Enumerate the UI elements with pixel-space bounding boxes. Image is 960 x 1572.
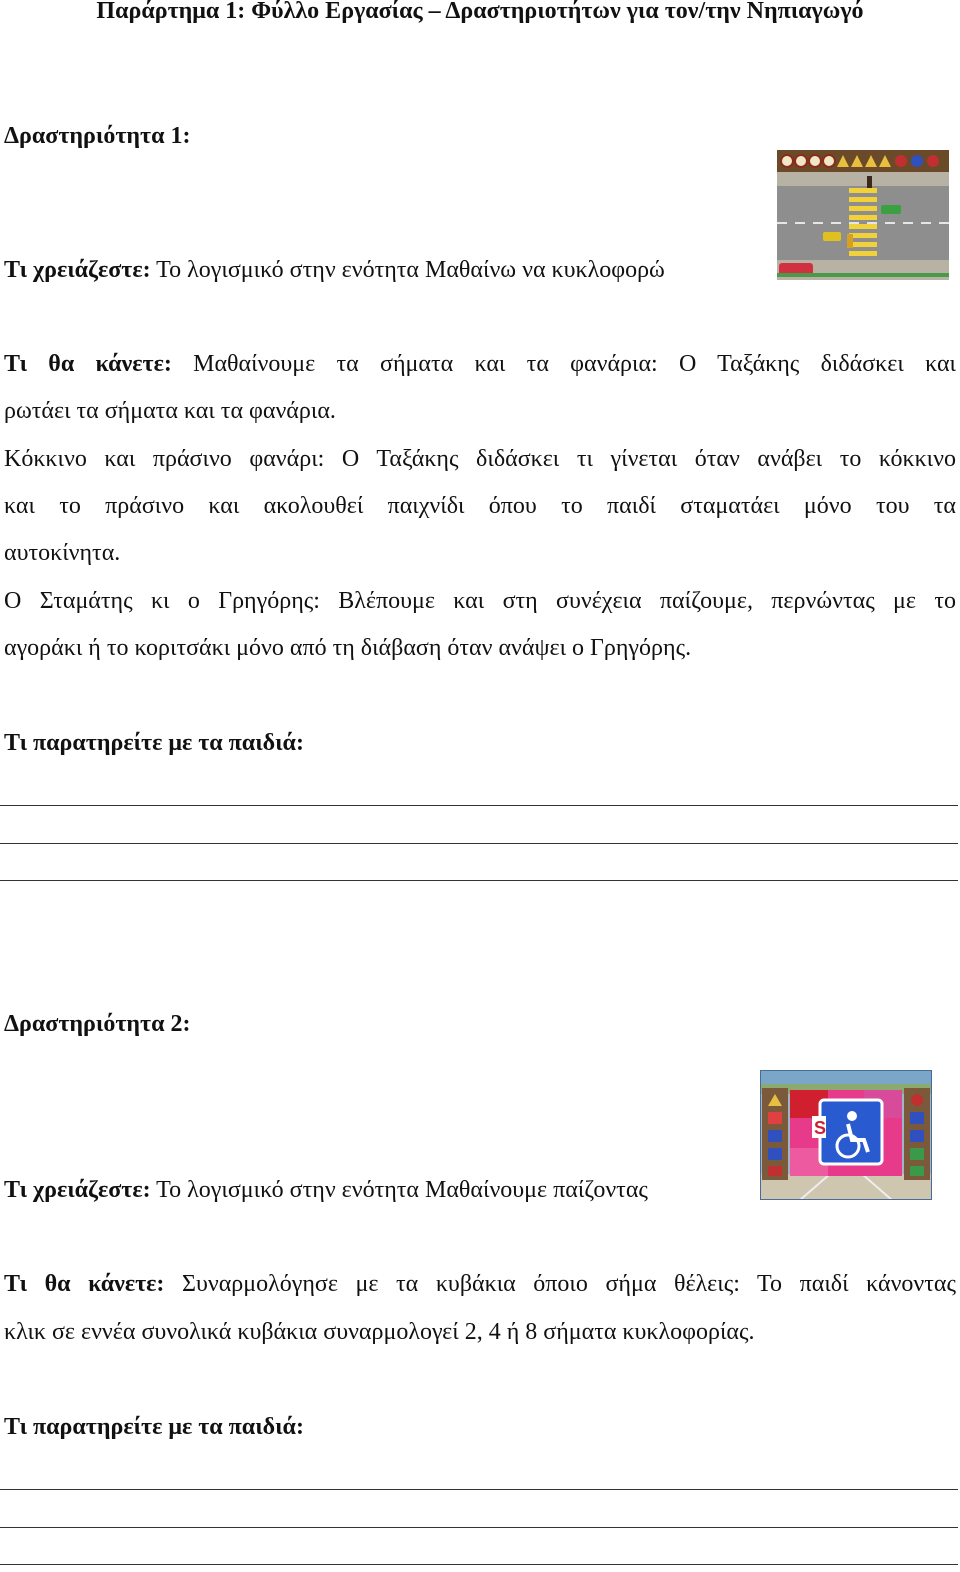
activity2-do-label: Τι θα κάνετε: bbox=[4, 1271, 165, 1297]
activity2-need-label: Τι χρειάζεστε: bbox=[4, 1177, 151, 1203]
activity2-do-line2: κλικ σε εννέα συνολικά κυβάκια συναρμολογεί 2, 4 ή 8 σήματα κυκλοφορίας. bbox=[4, 1319, 755, 1345]
activity2-need bbox=[4, 1167, 648, 1214]
answer-line bbox=[0, 1527, 958, 1528]
answer-line bbox=[0, 1489, 958, 1490]
activity2-do-text: Συναρμολόγησε με τα κυβάκια όποιο σήμα θέλεις: Το παιδί κάνοντας bbox=[164, 1271, 957, 1297]
activity2-do-line1 bbox=[4, 1261, 956, 1308]
activity1-p2-line1: Κόκκινο και πράσινο φανάρι: Ο Ταξάκης διδάσκει τι γίνεται όταν ανάβει το κόκκινο bbox=[4, 446, 956, 472]
yellow-car bbox=[823, 232, 841, 241]
activity2-observe-label: Τι παρατηρείτε με τα παιδιά: bbox=[4, 1414, 304, 1440]
activity1-do-label: Τι θα κάνετε: bbox=[4, 351, 172, 377]
activity1-need-label: Τι χρειάζεστε: bbox=[4, 257, 151, 283]
activity1-need bbox=[4, 247, 665, 294]
activity1-p3-line1: Ο Σταμάτης κι ο Γρηγόρης: Βλέπουμε και στη συνέχεια παίζουμε, περνώντας με το bbox=[4, 588, 956, 614]
answer-line bbox=[0, 843, 958, 844]
traffic-light bbox=[867, 176, 872, 188]
activity1-do-line1 bbox=[4, 341, 956, 388]
activity1-p3-line2: αγοράκι ή το κοριτσάκι μόνο από τη διάβαση όταν ανάψει ο Γρηγόρης. bbox=[4, 635, 692, 661]
activity1-do-text: Μαθαίνουμε τα σήματα και τα φανάρια: Ο Ταξάκης διδάσκει και bbox=[171, 351, 956, 377]
activity1-need-text: Το λογισμικό στην ενότητα Μαθαίνω να κυκλοφορώ bbox=[150, 257, 665, 283]
activity2-need-text: Το λογισμικό στην ενότητα Μαθαίνουμε παίζοντας bbox=[150, 1177, 648, 1203]
activity2-heading: Δραστηριότητα 2: bbox=[4, 1011, 191, 1037]
activity1-do-line2: ρωτάει τα σήματα και τα φανάρια. bbox=[4, 398, 336, 424]
activity1-heading: Δραστηριότητα 1: bbox=[4, 123, 191, 149]
answer-line bbox=[0, 805, 958, 806]
svg-text:S: S bbox=[814, 1118, 827, 1138]
activity1-observe-label: Τι παρατηρείτε με τα παιδιά: bbox=[4, 730, 304, 756]
answer-line bbox=[0, 1564, 958, 1565]
pedestrian bbox=[847, 234, 853, 248]
green-car bbox=[881, 205, 901, 214]
activity1-p2-line3: αυτοκίνητα. bbox=[4, 540, 121, 566]
traffic-game-screenshot bbox=[777, 150, 949, 280]
sidewalk-top bbox=[777, 172, 949, 186]
page-title: Παράρτημα 1: Φύλλο Εργασίας – Δραστηριοτήτων για τον/την Νηπιαγωγό bbox=[96, 0, 864, 24]
answer-line bbox=[0, 880, 958, 881]
sign-puzzle-screenshot bbox=[760, 1070, 932, 1200]
activity1-p2-line2: και το πράσινο και ακολουθεί παιχνίδι όπου το παιδί σταματάει μόνο του τα bbox=[4, 493, 956, 519]
